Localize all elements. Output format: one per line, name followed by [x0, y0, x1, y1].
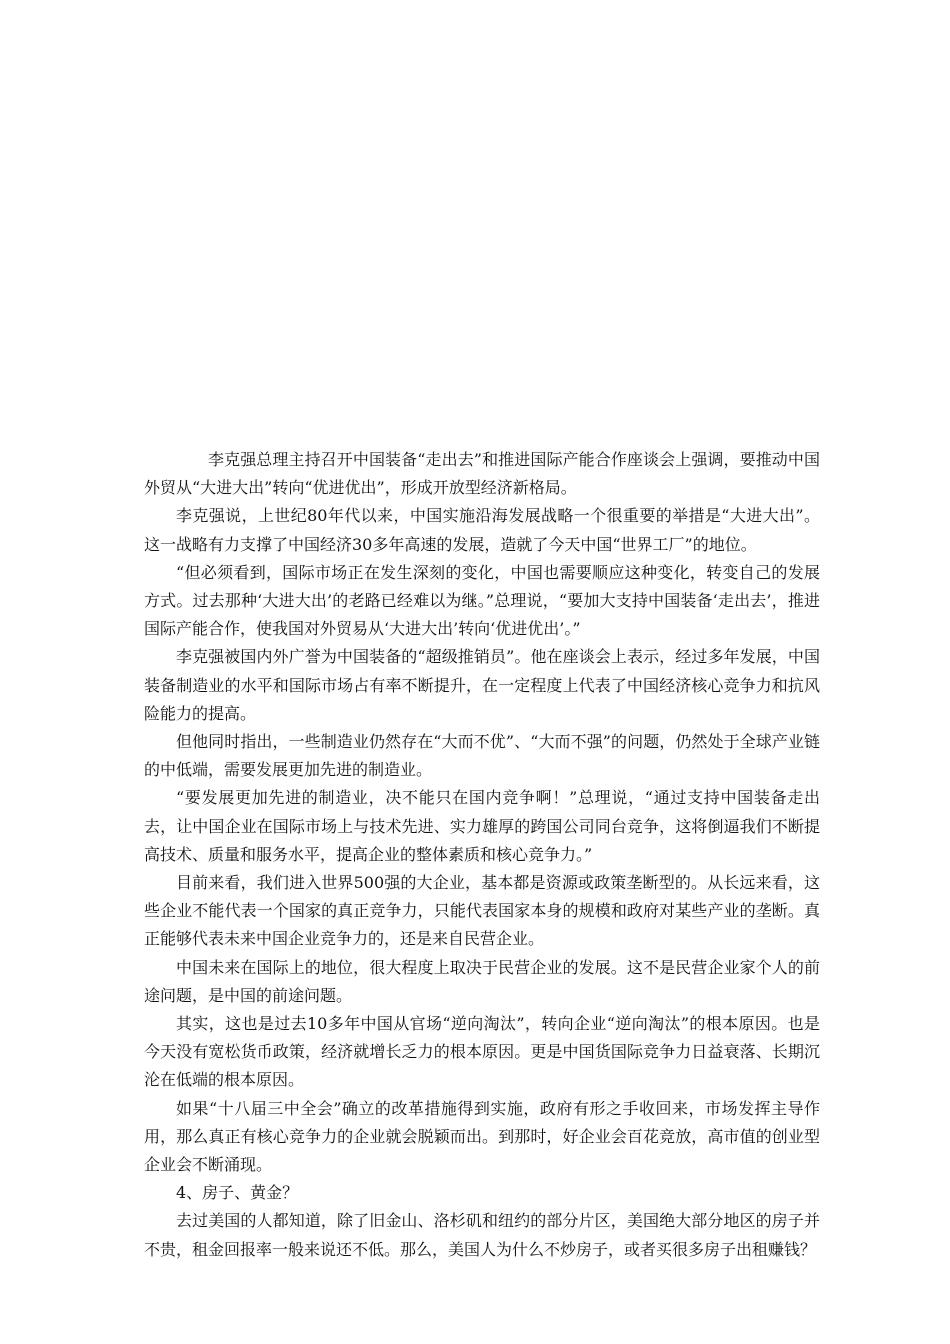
paragraph: “要发展更加先进的制造业，决不能只在国内竞争啊！”总理说，“通过支持中国装备走出去，让中国企业在国际市场上与技术先进、实力雄厚的跨国公司同台竞争，这将倒逼我们不断提高技术、质量和服务水平，提高企业的整体素质和核心竞争力。” [144, 788, 820, 864]
paragraph: 中国未来在国际上的地位，很大程度上取决于民营企业的发展。这不是民营企业家个人的前途问题，是中国的前途问题。 [144, 957, 820, 1005]
paragraph: 其实，这也是过去10多年中国从官场“逆向淘汰”，转向企业“逆向淘汰”的根本原因。也是今天没有宽松货币政策，经济就增长乏力的根本原因。更是中国货国际竞争力日益衰落、长期沉沦在低端的根本原因。 [144, 1014, 820, 1090]
paragraph: 李克强被国内外广誉为中国装备的“超级推销员”。他在座谈会上表示，经过多年发展，中国装备制造业的水平和国际市场占有率不断提升，在一定程度上代表了中国经济核心竞争力和抗风险能力的提高。 [144, 647, 820, 723]
section-heading: 4、房子、黄金？ [176, 1183, 299, 1203]
paragraph: 去过美国的人都知道，除了旧金山、洛杉矶和纽约的部分片区，美国绝大部分地区的房子并不贵，租金回报率一般来说还不低。那么，美国人为什么不炒房子，或者买很多房子出租赚钱？ [144, 1211, 820, 1259]
paragraph: 李克强总理主持召开中国装备“走出去”和推进国际产能合作座谈会上强调，要推动中国外贸从“大进大出”转向“优进优出”，形成开放型经济新格局。 [144, 450, 820, 498]
paragraph: 但他同时指出，一些制造业仍然存在“大而不优”、“大而不强”的问题，仍然处于全球产业链的中低端，需要发展更加先进的制造业。 [144, 732, 820, 780]
paragraph: 目前来看，我们进入世界500强的大企业，基本都是资源或政策垄断型的。从长远来看，这些企业不能代表一个国家的真正竞争力，只能代表国家本身的规模和政府对某些产业的垄断。真正能够代表未来中国企业竞争力的，还是来自民营企业。 [144, 873, 820, 949]
paragraph: 李克强说，上世纪80年代以来，中国实施沿海发展战略一个很重要的举措是“大进大出”。这一战略有力支撑了中国经济30多年高速的发展，造就了今天中国“世界工厂”的地位。 [144, 506, 820, 554]
document-body [144, 446, 820, 1264]
paragraph: “但必须看到，国际市场正在发生深刻的变化，中国也需要顺应这种变化，转变自己的发展方式。过去那种‘大进大出’的老路已经难以为继。”总理说，“要加大支持中国装备‘走出去’，推进国际产能合作，使我国对外贸易从‘大进大出’转向‘优进优出’。” [144, 562, 820, 639]
paragraph: 如果“十八届三中全会”确立的改革措施得到实施，政府有形之手收回来，市场发挥主导作用，那么真正有核心竞争力的企业就会脱颖而出。到那时，好企业会百花竞放，高市值的创业型企业会不断涌现。 [144, 1098, 820, 1175]
